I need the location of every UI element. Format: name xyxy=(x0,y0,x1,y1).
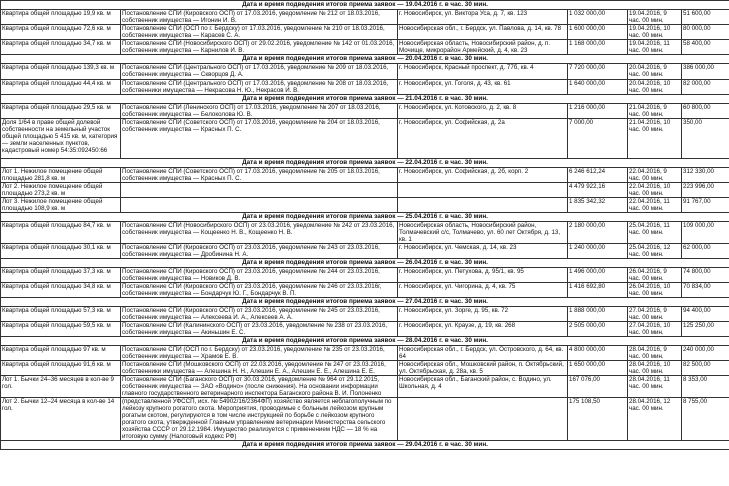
table-row xyxy=(1,376,729,398)
deposit-cell: 74 800,00 xyxy=(682,268,729,283)
price-cell: 1 650 000,00 xyxy=(568,361,628,376)
object-cell: Квартира общей площадью 34,7 кв. м xyxy=(1,40,121,55)
basis-cell: Постановление СПИ (Советского ОСП) от 17.03.2016, уведомление № 204 от 18.03.2016, собственник имущества — Красных П. С. xyxy=(121,119,398,159)
deposit-cell: 60 800,00 xyxy=(682,104,729,119)
deposit-cell: 386 000,00 xyxy=(682,64,729,80)
price-cell: 1 835 342,32 xyxy=(568,198,628,213)
price-cell: 1 032 000,00 xyxy=(568,10,628,25)
price-cell: 2 180 000,00 xyxy=(568,222,628,244)
object-cell: Квартира общей площадью 34,8 кв. м xyxy=(1,283,121,298)
price-cell: 6 246 612,24 xyxy=(568,168,628,183)
table-row xyxy=(1,10,729,25)
section-header-row xyxy=(1,441,729,450)
table-row xyxy=(1,268,729,283)
section-header: Дата и время подведения итогов приема заявок — 27.04.2016 г. в час. 30 мин. xyxy=(1,298,729,307)
deposit-cell: 350,00 xyxy=(682,119,729,159)
date-cell: 21.04.2016, 9 час. 00 мин. xyxy=(628,104,682,119)
deposit-cell: 70 834,00 xyxy=(682,283,729,298)
deposit-cell: 8 755,00 xyxy=(682,398,729,441)
date-cell: 20.04.2016, 9 час. 00 мин. xyxy=(628,64,682,80)
section-header: Дата и время подведения итогов приема заявок — 21.04.2016 г. в час. 30 мин. xyxy=(1,95,729,104)
date-cell: 22.04.2016, 9 час. 00 мин. xyxy=(628,168,682,183)
deposit-cell: 82 000,00 xyxy=(682,80,729,95)
price-cell: 167 076,00 xyxy=(568,376,628,398)
address-cell: г. Новосибирск, ул. Софийская, д. 2б, корп. 2 xyxy=(398,168,568,183)
date-cell: 19.04.2016, 10 час. 00 мин. xyxy=(628,25,682,40)
deposit-cell: 223 996,00 xyxy=(682,183,729,198)
address-cell: Новосибирская обл., г. Бердск, ул. Павлова, д. 14, кв. 78 xyxy=(398,25,568,40)
date-cell: 27.04.2016, 10 час. 00 мин. xyxy=(628,322,682,337)
basis-cell: Постановление СПИ (Советского ОСП) от 17.03.2016, уведомление № 205 от 18.03.2016, собственник имущества — Красных П. С. xyxy=(121,168,398,183)
object-cell: Лот 2. Бычки 12–24 месяца в кол-ве 14 гол. xyxy=(1,398,121,441)
price-cell: 2 505 000,00 xyxy=(568,322,628,337)
basis-cell xyxy=(121,198,398,213)
object-cell: Лот 2. Нежилое помещение общей площадью 273,2 кв. м xyxy=(1,183,121,198)
basis-cell: (представленной УФССП, исх. № 54902/16/2364ФП) хозяйство является неблагополучным по лейкозу крупного рогатого скота. Мероприятия, проводимые с больным лейкозом крупным рогатым скотом, регулируются в том числе инструкцией по борьбе с лейкозом крупного рогатого скота, утвержденной Главным управлением ветеринарии Министерства сельского хозяйства СССР от 29.12.1984. Имущество реализуется с применением НДС — 18 % на итоговую сумму (Налоговый кодекс РФ) xyxy=(121,398,398,441)
price-cell: 1 216 000,00 xyxy=(568,104,628,119)
basis-cell: Постановление СПИ (Мошковского ОСП) от 22.03.2016, уведомление № 247 от 23.03.2016, собственники имущества — Алешина Н. Н., Алешин Е. А., Алешин Е. Е., Алешина Е. Е. xyxy=(121,361,398,376)
date-cell: 19.04.2016, 11 час. 00 мин. xyxy=(628,40,682,55)
price-cell: 7 000,00 xyxy=(568,119,628,159)
deposit-cell: 51 600,00 xyxy=(682,10,729,25)
lots-table-body xyxy=(1,1,729,450)
price-cell: 1 168 000,00 xyxy=(568,40,628,55)
address-cell: г. Новосибирск, ул. Краузе, д. 19, кв. 268 xyxy=(398,322,568,337)
table-row xyxy=(1,104,729,119)
table-row xyxy=(1,64,729,80)
price-cell: 1 640 000,00 xyxy=(568,80,628,95)
deposit-cell: 125 250,00 xyxy=(682,322,729,337)
object-cell: Доля 1/64 в праве общей долевой собственности на земельный участок общей площадью 5 415 кв. м, категория — земли населенных пунктов, кадастровый номер 54:35:092450:66 xyxy=(1,119,121,159)
table-row xyxy=(1,283,729,298)
table-row xyxy=(1,244,729,259)
basis-cell: Постановление СПИ (ОСП по г. Бердску) от 23.03.2016, уведомление № 235 от 23.03.2016, собственник имущества — Храмов Е. В. xyxy=(121,346,398,361)
address-cell: г. Новосибирск, ул. Петухова, д. 95/1, кв. 95 xyxy=(398,268,568,283)
address-cell: Новосибирская обл., Баганский район, с. Водино, ул. Школьная, д. 4 xyxy=(398,376,568,398)
table-row xyxy=(1,322,729,337)
object-cell: Лот 1. Бычки 24–36 месяцев в кол-ве 9 гол. xyxy=(1,376,121,398)
object-cell: Лот 1. Нежилое помещение общей площадью 281,8 кв. м xyxy=(1,168,121,183)
date-cell: 28.04.2016, 12 час. 00 мин. xyxy=(628,398,682,441)
table-row xyxy=(1,361,729,376)
section-header: Дата и время подведения итогов приема заявок — 20.04.2016 г. в час. 30 мин. xyxy=(1,55,729,64)
basis-cell: Постановление СПИ (Кировского ОСП) от 23.03.2016, уведомление № 246 от 23.03.2016г, собственник имущества — Бондарчук Ю. Г., Бондарчук В. П. xyxy=(121,283,398,298)
deposit-cell: 240 000,00 xyxy=(682,346,729,361)
section-header-row xyxy=(1,1,729,10)
object-cell: Квартира общей площадью 97 кв. м xyxy=(1,346,121,361)
section-header: Дата и время подведения итогов приема заявок — 28.04.2016 г. в час. 30 мин. xyxy=(1,337,729,346)
deposit-cell: 109 000,00 xyxy=(682,222,729,244)
date-cell: 27.04.2016, 9 час. 00 мин. xyxy=(628,307,682,322)
deposit-cell: 80 000,00 xyxy=(682,25,729,40)
table-row xyxy=(1,168,729,183)
object-cell: Квартира общей площадью 57,3 кв. м xyxy=(1,307,121,322)
price-cell: 1 240 000,00 xyxy=(568,244,628,259)
address-cell: Новосибирская область, Новосибирский район, Толмачевский с/с, Толмачево, ул. 60 лет Октября, д. 13, кв. 1 xyxy=(398,222,568,244)
basis-cell: Постановление СПИ (Кировского ОСП) от 23.03.2016, уведомление № 244 от 23.03.2016, собственник имущества — Новиков Д. В. xyxy=(121,268,398,283)
table-row xyxy=(1,346,729,361)
date-cell: 28.04.2016, 11 час. 00 мин. xyxy=(628,376,682,398)
object-cell: Квартира общей площадью 72,6 кв. м xyxy=(1,25,121,40)
address-cell: г. Новосибирск, ул. Чигорина, д. 4, кв. 75 xyxy=(398,283,568,298)
section-header-row xyxy=(1,55,729,64)
date-cell: 20.04.2016, 10 час. 00 мин. xyxy=(628,80,682,95)
price-cell: 1 888 000,00 xyxy=(568,307,628,322)
object-cell: Квартира общей площадью 19,9 кв. м xyxy=(1,10,121,25)
object-cell: Квартира общей площадью 139,3 кв. м xyxy=(1,64,121,80)
basis-cell: Постановление СПИ (ОСП по г. Бердску) от 17.03.2016, уведомление № 210 от 18.03.2016, собственник имущества — Карасев С. А. xyxy=(121,25,398,40)
basis-cell: Постановление СПИ (Калининского ОСП) от 23.03.2016, уведомление № 238 от 23.03.2016, собственник имущества — Акиньшин Е. С. xyxy=(121,322,398,337)
date-cell: 25.04.2016, 12 час. 00 мин. xyxy=(628,244,682,259)
object-cell: Лот 3. Нежилое помещение общей площадью 108,9 кв. м xyxy=(1,198,121,213)
section-header: Дата и время подведения итогов приема заявок — 25.04.2016 г. в час. 30 мин. xyxy=(1,213,729,222)
section-header-row xyxy=(1,298,729,307)
date-cell: 25.04.2016, 11 час. 00 мин. xyxy=(628,222,682,244)
date-cell: 22.04.2016, 11 час. 00 мин. xyxy=(628,198,682,213)
basis-cell: Постановление СПИ (Кировского ОСП) от 23.03.2016, уведомление № 245 от 23.03.2016, собственник имущества — Алексеева И. А., Алексеев А. А. xyxy=(121,307,398,322)
deposit-cell: 82 500,00 xyxy=(682,361,729,376)
price-cell: 4 479 922,16 xyxy=(568,183,628,198)
deposit-cell: 58 400,00 xyxy=(682,40,729,55)
deposit-cell: 91 767,00 xyxy=(682,198,729,213)
table-row xyxy=(1,222,729,244)
object-cell: Квартира общей площадью 59,5 кв. м xyxy=(1,322,121,337)
table-row xyxy=(1,40,729,55)
address-cell: г. Новосибирск, ул. Виктора Уса, д. 7, кв. 123 xyxy=(398,10,568,25)
address-cell: г. Новосибирск, ул. Зорге, д. 95, кв. 72 xyxy=(398,307,568,322)
address-cell xyxy=(398,398,568,441)
address-cell: г. Новосибирск, Красный проспект, д. 77б, кв. 4 xyxy=(398,64,568,80)
object-cell: Квартира общей площадью 91,6 кв. м xyxy=(1,361,121,376)
basis-cell: Постановление СПИ (Новосибирского ОСП) от 29.02.2016, уведомление № 142 от 01.03.2016, собственник имущества — Карнилов И. В. xyxy=(121,40,398,55)
address-cell: г. Новосибирск, ул. Чемская, д. 14, кв. 23 xyxy=(398,244,568,259)
address-cell: Новосибирская обл., г. Бердск, ул. Островского, д. 64, кв. 64 xyxy=(398,346,568,361)
address-cell: г. Новосибирск, ул. Гоголя, д. 43, кв. 61 xyxy=(398,80,568,95)
basis-cell: Постановление СПИ (Новосибирского ОСП) от 23.03.2016, уведомление № 242 от 23.03.2016, собственник имущества — Кощеенко Н. В., Кощеенко Н. В. xyxy=(121,222,398,244)
basis-cell: Постановление СПИ (Кировского ОСП) от 23.03.2016, уведомление № 243 от 23.03.2016, собственник имущества — Дробинина Н. А. xyxy=(121,244,398,259)
address-cell: г. Новосибирск, ул. Котовского, д. 2, кв. 8 xyxy=(398,104,568,119)
table-row xyxy=(1,119,729,159)
date-cell: 19.04.2016, 9 час. 00 мин. xyxy=(628,10,682,25)
deposit-cell: 94 400,00 xyxy=(682,307,729,322)
table-row xyxy=(1,25,729,40)
address-cell: г. Новосибирск, ул. Софийская, д. 2а xyxy=(398,119,568,159)
price-cell: 1 496 000,00 xyxy=(568,268,628,283)
date-cell: 28.04.2016, 9 час. 00 мин. xyxy=(628,346,682,361)
address-cell: Новосибирская обл., Мошковский район, п. Октябрьский, ул. Октябрьская, д. 28а, кв. 5 xyxy=(398,361,568,376)
section-header-row xyxy=(1,259,729,268)
basis-cell: Постановление СПИ (Ленинского ОСП) от 17.03.2016, уведомление № 207 от 18.03.2016, собственник имущества — Белоколова Ю. В. xyxy=(121,104,398,119)
basis-cell: Постановление СПИ (Баганского ОСП) от 30.03.2016, уведомление № 964 от 29.12.2015, собственник имущества — ЗАО «Водино» (после снижения). На основании информации главного государственного ветеринарного инспектора Баганского района В. И. Полоненко xyxy=(121,376,398,398)
basis-cell: Постановление СПИ (Центрального ОСП) от 17.03.2016, уведомление № 209 от 18.03.2016, собственник имущества — Скворцов Д. А. xyxy=(121,64,398,80)
section-header-row xyxy=(1,95,729,104)
deposit-cell: 62 000,00 xyxy=(682,244,729,259)
date-cell: 21.04.2016, 10 час. 00 мин. xyxy=(628,119,682,159)
basis-cell xyxy=(121,183,398,198)
object-cell: Квартира общей площадью 29,5 кв. м xyxy=(1,104,121,119)
table-row xyxy=(1,80,729,95)
date-cell: 28.04.2016, 10 час. 00 мин. xyxy=(628,361,682,376)
object-cell: Квартира общей площадью 30,1 кв. м xyxy=(1,244,121,259)
price-cell: 175 108,50 xyxy=(568,398,628,441)
deposit-cell: 8 353,00 xyxy=(682,376,729,398)
section-header: Дата и время подведения итогов приема заявок — 29.04.2016 г. в час. 30 мин. xyxy=(1,441,729,450)
price-cell: 4 800 000,00 xyxy=(568,346,628,361)
section-header-row xyxy=(1,337,729,346)
address-cell xyxy=(398,183,568,198)
section-header-row xyxy=(1,213,729,222)
basis-cell: Постановление СПИ (Центрального ОСП) от 17.03.2016, уведомление № 208 от 18.03.2016, собственники имущества — Некрасова Н. Ю., Некрасов И. В. xyxy=(121,80,398,95)
price-cell: 7 720 000,00 xyxy=(568,64,628,80)
address-cell: Новосибирская область, Новосибирский район, д. п. Мочище, микрорайон Армейский, д. 4, кв. 23 xyxy=(398,40,568,55)
object-cell: Квартира общей площадью 84,7 кв. м xyxy=(1,222,121,244)
table-row xyxy=(1,198,729,213)
section-header: Дата и время подведения итогов приема заявок — 22.04.2016 г. в час. 30 мин. xyxy=(1,159,729,168)
date-cell: 22.04.2016, 10 час. 00 мин. xyxy=(628,183,682,198)
date-cell: 26.04.2016, 10 час. 00 мин. xyxy=(628,283,682,298)
price-cell: 1 416 692,80 xyxy=(568,283,628,298)
section-header-row xyxy=(1,159,729,168)
table-row xyxy=(1,307,729,322)
table-row xyxy=(1,183,729,198)
basis-cell: Постановление СПИ (Кировского ОСП) от 17.03.2016, уведомление № 212 от 18.03.2016, собственник имущества — Игонин И. В. xyxy=(121,10,398,25)
price-cell: 1 600 000,00 xyxy=(568,25,628,40)
section-header: Дата и время подведения итогов приема заявок — 26.04.2016 г. в час. 30 мин. xyxy=(1,259,729,268)
deposit-cell: 312 330,00 xyxy=(682,168,729,183)
object-cell: Квартира общей площадью 37,3 кв. м xyxy=(1,268,121,283)
section-header: Дата и время подведения итогов приема заявок — 19.04.2016 г. в час. 30 мин. xyxy=(1,1,729,10)
date-cell: 26.04.2016, 9 час. 00 мин. xyxy=(628,268,682,283)
table-row xyxy=(1,398,729,441)
object-cell: Квартира общей площадью 44,4 кв. м xyxy=(1,80,121,95)
address-cell xyxy=(398,198,568,213)
